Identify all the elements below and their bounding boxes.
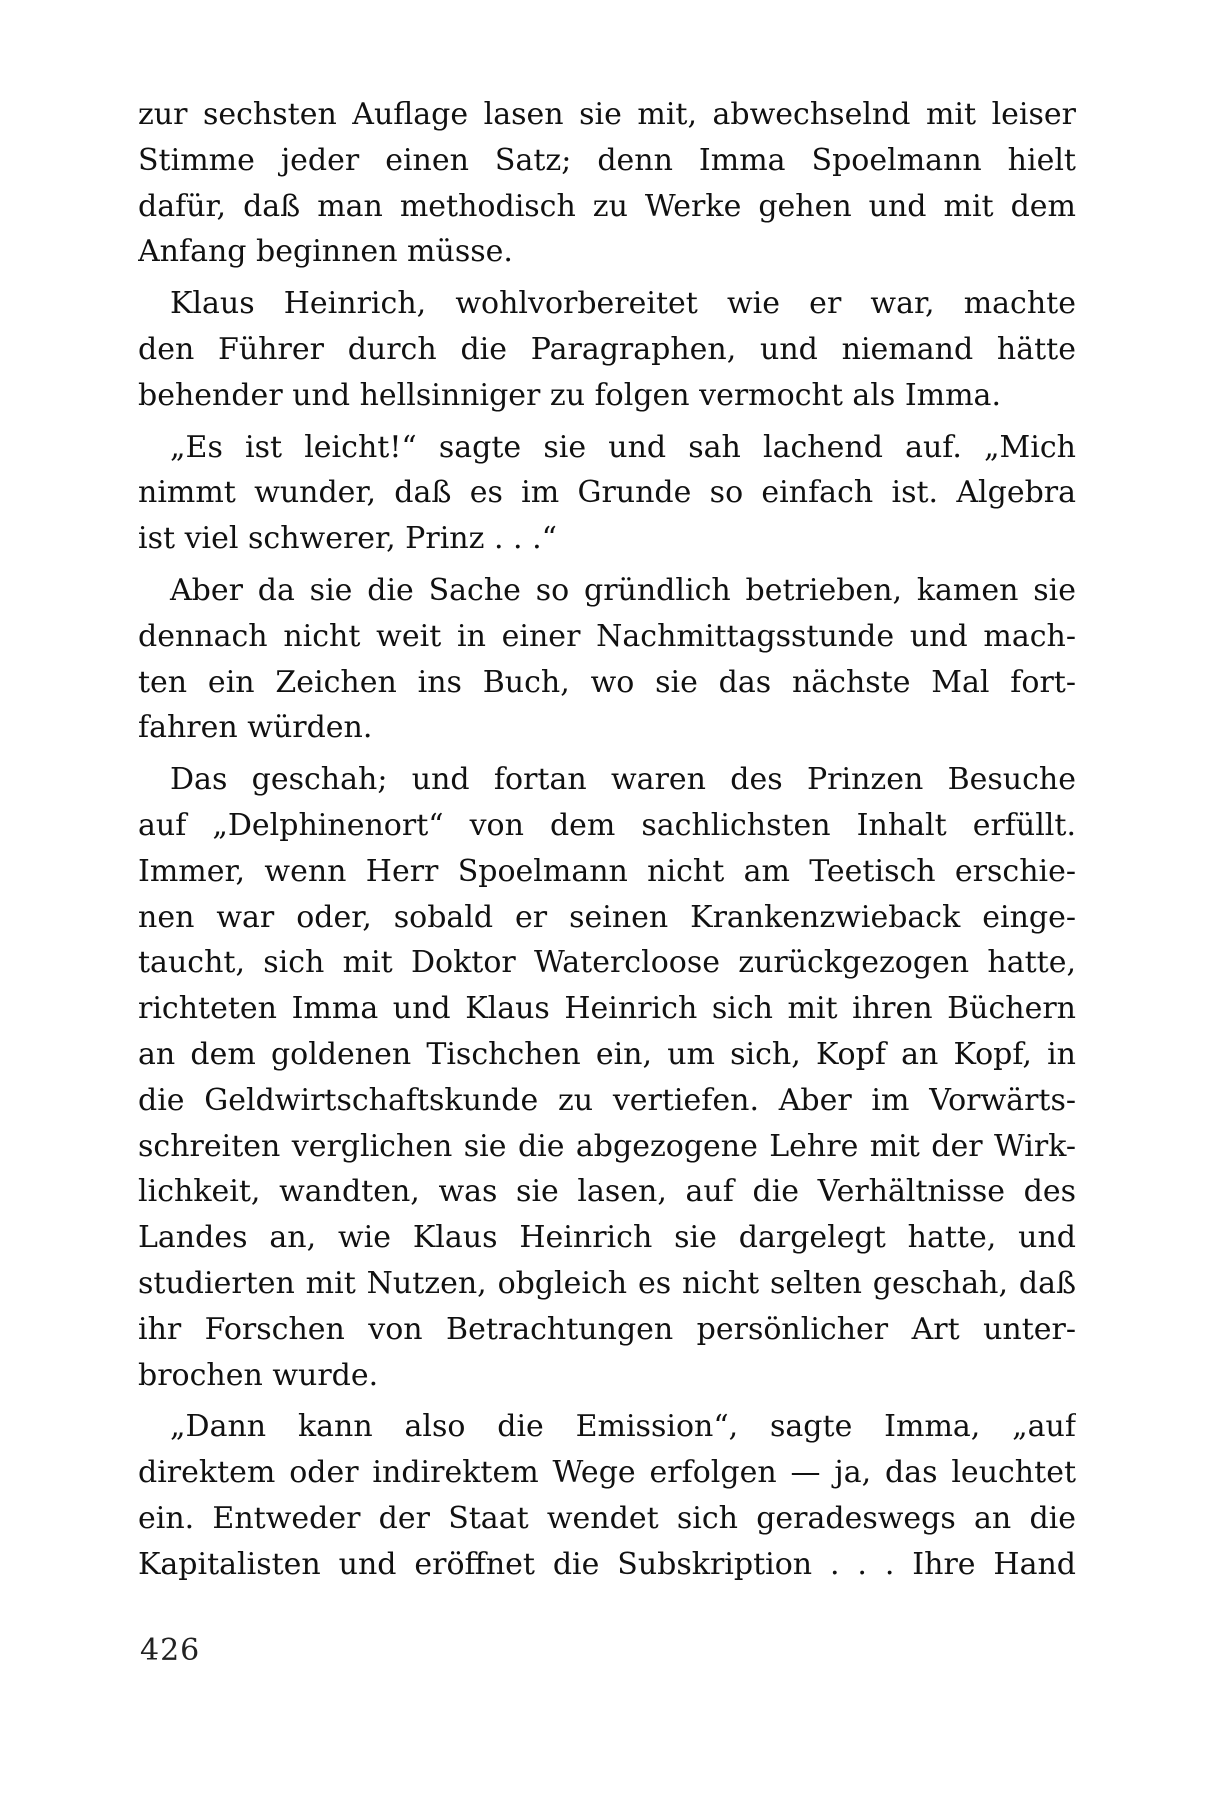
text-line: ein. Entweder der Staat wendet sich geradeswegs an die: [138, 1500, 1076, 1536]
text-line: „Dann kann also die Emission“, sagte Imma, „auf: [170, 1409, 1076, 1445]
paragraph: [138, 281, 1076, 418]
text-line: die Geldwirtschaftskunde zu vertiefen. Aber im Vorwärts-: [138, 1082, 1076, 1118]
body-text: [138, 92, 1076, 1588]
text-line: dafür, daß man methodisch zu Werke gehen und mit dem: [138, 188, 1076, 224]
text-line: Aber da sie die Sache so gründlich betrieben, kamen sie: [170, 572, 1076, 608]
text-line: fahren würden.: [138, 710, 373, 746]
text-line: Kapitalisten und eröffnet die Subskription . . . Ihre Hand: [138, 1546, 1076, 1582]
text-line: den Führer durch die Paragraphen, und niemand hätte: [138, 331, 1076, 367]
text-line: Immer, wenn Herr Spoelmann nicht am Teetisch erschie-: [138, 853, 1076, 889]
text-line: schreiten verglichen sie die abgezogene Lehre mit der Wirk-: [138, 1128, 1076, 1164]
paragraph: [138, 568, 1076, 751]
text-line: dennach nicht weit in einer Nachmittagsstunde und mach-: [138, 618, 1076, 654]
text-line: taucht, sich mit Doktor Watercloose zurückgezogen hatte,: [138, 945, 1076, 981]
paragraph: [138, 1404, 1076, 1587]
text-line: ihr Forschen von Betrachtungen persönlicher Art unter-: [138, 1311, 1076, 1347]
text-line: studierten mit Nutzen, obgleich es nicht selten geschah, daß: [138, 1265, 1076, 1301]
text-line: behender und hellsinniger zu folgen vermocht als Imma.: [138, 377, 1001, 413]
text-line: Stimme jeder einen Satz; denn Imma Spoelmann hielt: [138, 142, 1076, 178]
text-line: ten ein Zeichen ins Buch, wo sie das nächste Mal fort-: [138, 664, 1076, 700]
text-line: richteten Imma und Klaus Heinrich sich mit ihren Büchern: [138, 991, 1076, 1027]
text-line: brochen wurde.: [138, 1357, 379, 1393]
text-line: Landes an, wie Klaus Heinrich sie dargelegt hatte, und: [138, 1220, 1076, 1256]
text-line: „Es ist leicht!“ sagte sie und sah lachend auf. „Mich: [170, 429, 1076, 465]
text-line: direktem oder indirektem Wege erfolgen — ja, das leuchtet: [138, 1455, 1076, 1491]
page-number: 426: [140, 1633, 201, 1668]
text-line: nen war oder, sobald er seinen Krankenzwieback einge-: [138, 899, 1076, 935]
text-line: auf „Delphinenort“ von dem sachlichsten Inhalt erfüllt.: [138, 807, 1076, 843]
text-line: Das geschah; und fortan waren des Prinzen Besuche: [170, 762, 1076, 798]
text-line: lichkeit, wandten, was sie lasen, auf die Verhältnisse des: [138, 1174, 1076, 1210]
paragraph: [138, 425, 1076, 562]
text-line: an dem goldenen Tischchen ein, um sich, Kopf an Kopf, in: [138, 1036, 1076, 1072]
text-line: ist viel schwerer, Prinz . . .“: [138, 521, 557, 557]
text-line: nimmt wunder, daß es im Grunde so einfach ist. Algebra: [138, 475, 1076, 511]
text-line: zur sechsten Auflage lasen sie mit, abwechselnd mit leiser: [138, 97, 1076, 132]
text-line: Klaus Heinrich, wohlvorbereitet wie er war, machte: [170, 286, 1076, 322]
text-line: Anfang beginnen müsse.: [138, 234, 513, 270]
paragraph: [138, 92, 1076, 275]
paragraph: [138, 757, 1076, 1398]
